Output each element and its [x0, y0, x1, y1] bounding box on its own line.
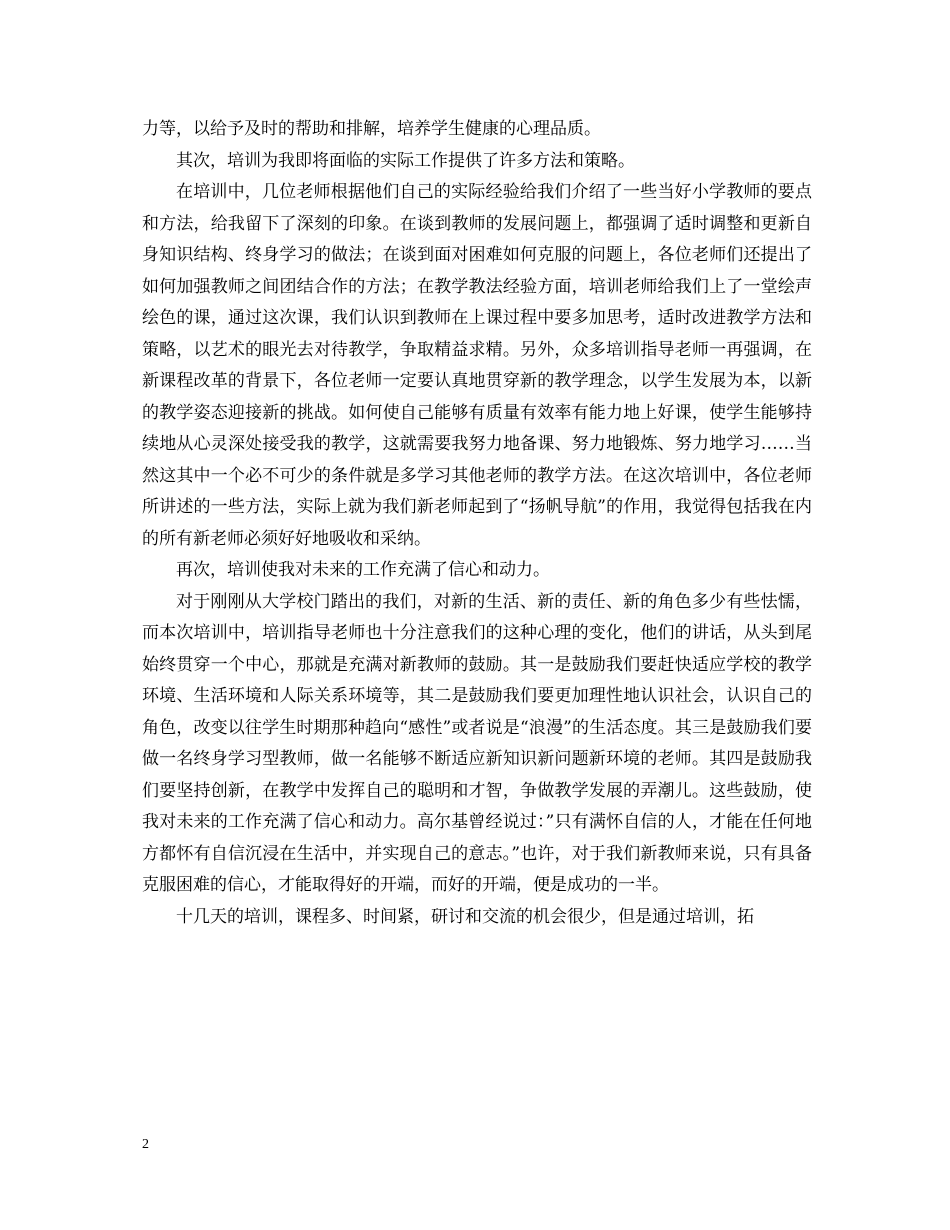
paragraph: 力等，以给予及时的帮助和排解，培养学生健康的心理品质。	[142, 119, 601, 139]
page-number: 2	[142, 1137, 149, 1152]
document-body	[142, 114, 812, 933]
paragraph: 再次，培训使我对未来的工作充满了信心和动力。	[176, 560, 550, 580]
paragraph: 对于刚刚从大学校门踏出的我们，对新的生活、新的责任、新的角色多少有些怯懦，而本次培训中，培训指导老师也十分注意我们的这种心理的变化，他们的讲话，从头到尾始终贯穿一个中心，那就是充满对新教师的鼓励。其一是鼓励我们要赶快适应学校的教学环境、生活环境和人际关系环境等，其二是鼓励我们要更加理性地认识社会，认识自己的角色，改变以往学生时期那种趋向“感性”或者说是“浪漫”的生活态度。其三是鼓励我们要做一名终身学习型教师，做一名能够不断适应新知识新问题新环境的老师。其四是鼓励我们要坚持创新，在教学中发挥自己的聪明和才智，争做教学发展的弄潮儿。这些鼓励，使我对未来的工作充满了信心和动力。高尔基曾经说过：”只有满怀自信的人，才能在任何地方都怀有自信沉浸在生活中，并实现自己的意志。”也许，对于我们新教师来说，只有具备克服困难的信心，才能取得好的开端，而好的开端，便是成功的一半。	[142, 591, 812, 895]
paragraph: 在培训中，几位老师根据他们自己的实际经验给我们介绍了一些当好小学教师的要点和方法，给我留下了深刻的印象。在谈到教师的发展问题上，都强调了适时调整和更新自身知识结构、终身学习的做法；在谈到面对困难如何克服的问题上，各位老师们还提出了如何加强教师之间团结合作的方法；在教学教法经验方面，培训老师给我们上了一堂绘声绘色的课，通过这次课，我们认识到教师在上课过程中要多加思考，适时改进教学方法和策略，以艺术的眼光去对待教学，争取精益求精。另外，众多培训指导老师一再强调，在新课程改革的背景下，各位老师一定要认真地贯穿新的教学理念，以学生发展为本，以新的教学姿态迎接新的挑战。如何使自己能够有质量有效率有能力地上好课，使学生能够持续地从心灵深处接受我的教学，这就需要我努力地备课、努力地锻炼、努力地学习……当然这其中一个必不可少的条件就是多学习其他老师的教学方法。在这次培训中，各位老师所讲述的一些方法，实际上就为我们新老师起到了“扬帆导航”的作用，我觉得包括我在内的所有新老师必须好好地吸收和采纳。	[142, 182, 812, 549]
paragraph: 其次，培训为我即将面临的实际工作提供了许多方法和策略。	[176, 150, 635, 171]
paragraph: 十几天的培训，课程多、时间紧，研讨和交流的机会很少，但是通过培训，拓	[176, 906, 754, 927]
